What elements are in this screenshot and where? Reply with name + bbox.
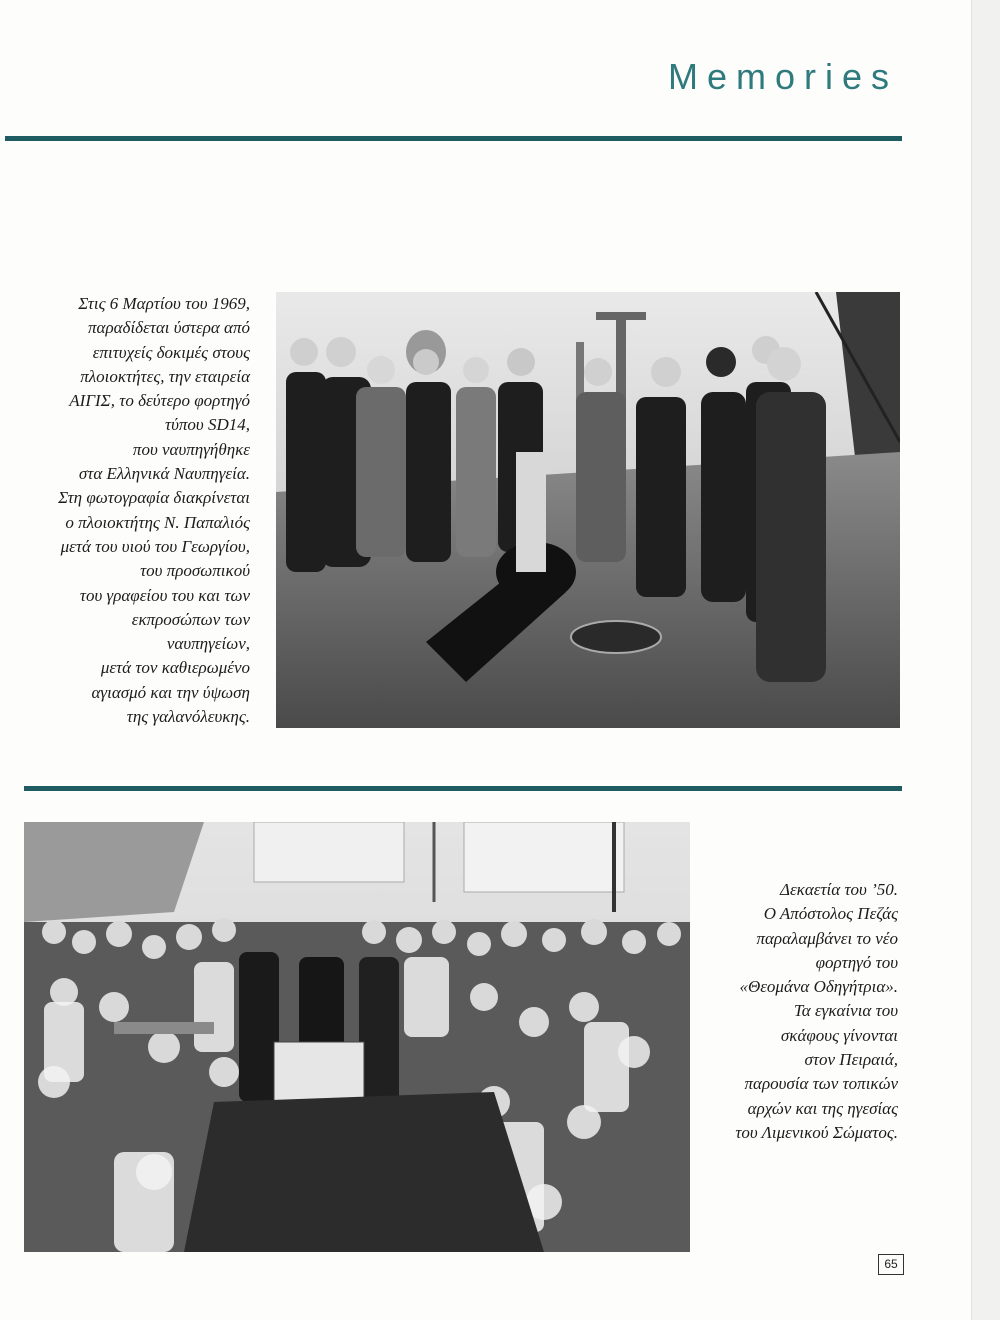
page-edge (971, 0, 1000, 1320)
caption-1969 (30, 292, 250, 729)
caption-line: φορτηγό του (815, 952, 898, 972)
page-title: Memories (667, 56, 898, 97)
caption-line: ναυπηγείων, (166, 634, 250, 654)
caption-line: Δεκαετία του ’50. (780, 880, 898, 899)
caption-line: επιτυχείς δοκιμές στους (92, 342, 250, 362)
caption-line: του Λιμενικού Σώματος. (735, 1122, 898, 1142)
caption-line: παραδίδεται ύστερα από (88, 318, 250, 338)
caption-line: Ο Απόστολος Πεζάς (763, 904, 898, 924)
caption-line: Στη φωτογραφία διακρίνεται (58, 488, 250, 508)
caption-line: μετά τον καθιερωμένο (100, 658, 250, 678)
caption-line: τύπου SD14, (165, 415, 250, 435)
caption-line: ο πλοιοκτήτης Ν. Παπαλιός (65, 512, 250, 532)
caption-line: ΑΙΓΙΣ, το δεύτερο φορτηγό (69, 391, 250, 411)
caption-line: πλοιοκτήτες, την εταιρεία (80, 366, 250, 386)
caption-line: παραλαμβάνει το νέο (756, 928, 898, 948)
caption-line: σκάφους γίνονται (780, 1025, 898, 1045)
caption-line: στον Πειραιά, (804, 1050, 898, 1070)
caption-line: παρουσία των τοπικών (744, 1074, 898, 1094)
caption-line: στα Ελληνικά Ναυπηγεία. (78, 464, 250, 484)
caption-line: του γραφείου του και των (79, 585, 250, 605)
caption-line: Στις 6 Μαρτίου του 1969, (78, 294, 250, 313)
caption-line: «Θεομάνα Οδηγήτρια». (739, 977, 898, 997)
mid-divider (24, 786, 902, 791)
caption-line: μετά του υιού του Γεωργίου, (60, 536, 250, 556)
page-number: 65 (878, 1254, 904, 1275)
caption-line: της γαλανόλευκης. (126, 707, 250, 727)
caption-line: εκπροσώπων των (131, 609, 250, 629)
caption-line: αγιασμό και την ύψωση (91, 682, 250, 702)
caption-line: του προσωπικού (140, 561, 250, 581)
top-divider (5, 136, 902, 141)
caption-line: αρχών και της ηγεσίας (747, 1098, 898, 1118)
caption-line: που ναυπηγήθηκε (132, 439, 250, 459)
photo-ship-deck-ceremony (276, 292, 900, 728)
caption-line: Τα εγκαίνια του (793, 1001, 898, 1021)
photo-ship-inauguration-crowd (24, 822, 690, 1252)
caption-1950s (700, 878, 898, 1145)
